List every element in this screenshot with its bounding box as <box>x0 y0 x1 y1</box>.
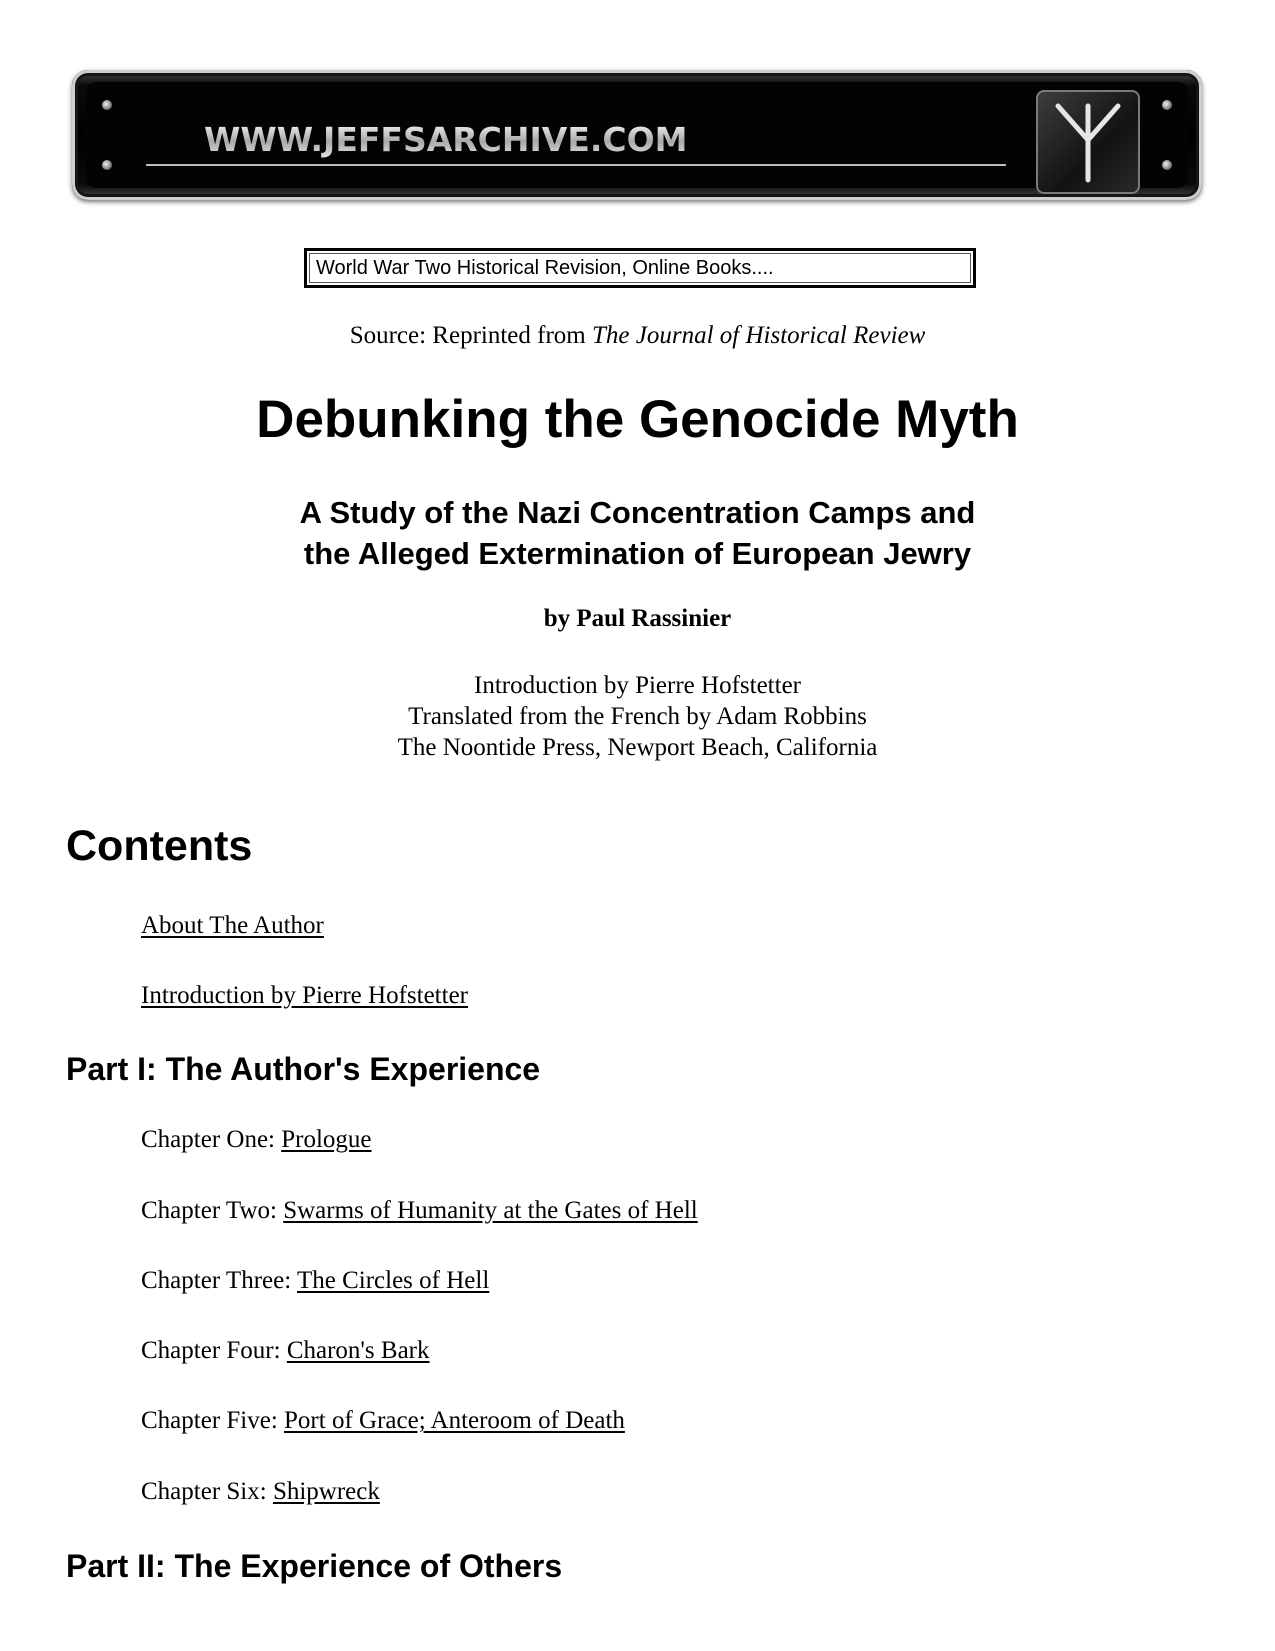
chapter-prefix: Chapter Four: <box>141 1337 287 1364</box>
introduction-credit: Introduction by Pierre Hofstetter <box>474 672 801 699</box>
journal-name: The Journal of Historical Review <box>592 322 926 349</box>
banner-panel <box>86 82 1188 188</box>
chapter-prefix: Chapter Six: <box>141 1478 273 1505</box>
source-prefix: Source: Reprinted from <box>349 322 592 349</box>
site-banner <box>72 70 1202 200</box>
toc-entry <box>141 980 468 1012</box>
chapter-link[interactable]: Shipwreck <box>272 1478 380 1505</box>
chapter-link[interactable]: Port of Grace; Anteroom of Death <box>284 1407 625 1434</box>
contents-heading: Contents <box>66 822 253 870</box>
source-line <box>0 322 1275 350</box>
introduction-link[interactable]: Introduction by Pierre Hofstetter <box>141 982 468 1009</box>
banner-divider <box>146 164 1006 166</box>
chapter-entry <box>141 1476 380 1508</box>
page-title: Debunking the Genocide Myth <box>256 390 1019 449</box>
publisher-credit: The Noontide Press, Newport Beach, California <box>397 734 878 761</box>
screw-icon <box>1162 160 1172 170</box>
translation-credit: Translated from the French by Adam Robbins <box>408 703 867 730</box>
subtitle-line: A Study of the Nazi Concentration Camps and <box>299 495 976 530</box>
screw-icon <box>102 160 112 170</box>
chapter-entry <box>141 1265 489 1297</box>
page-subtitle <box>0 492 1275 574</box>
screw-icon <box>102 100 112 110</box>
chapter-entry <box>141 1405 625 1437</box>
chapter-link[interactable]: The Circles of Hell <box>296 1267 490 1294</box>
chapter-entry <box>141 1195 698 1227</box>
chapter-link[interactable]: Swarms of Humanity at the Gates of Hell <box>283 1197 698 1224</box>
chapter-entry <box>141 1124 372 1156</box>
chapter-prefix: Chapter Five: <box>141 1407 285 1434</box>
chapter-prefix: Chapter One: <box>141 1126 282 1153</box>
credits <box>0 670 1275 763</box>
chapter-entry <box>141 1335 430 1367</box>
chapter-link[interactable]: Prologue <box>281 1126 372 1153</box>
collection-label: World War Two Historical Revision, Online Books.... <box>304 248 976 288</box>
about-author-link[interactable]: About The Author <box>141 912 324 939</box>
part-heading: Part II: The Experience of Others <box>66 1548 563 1584</box>
author-byline: by Paul Rassinier <box>543 605 732 632</box>
chapter-prefix: Chapter Two: <box>141 1197 284 1224</box>
chapter-prefix: Chapter Three: <box>141 1267 297 1294</box>
algiz-rune-icon <box>1036 90 1140 194</box>
chapter-link[interactable]: Charon's Bark <box>286 1337 430 1364</box>
part-heading: Part I: The Author's Experience <box>66 1051 541 1087</box>
site-name: WWW.JEFFSARCHIVE.COM <box>204 120 688 159</box>
subtitle-line: the Alleged Extermination of European Jewry <box>303 536 972 571</box>
toc-entry <box>141 910 324 942</box>
screw-icon <box>1162 100 1172 110</box>
